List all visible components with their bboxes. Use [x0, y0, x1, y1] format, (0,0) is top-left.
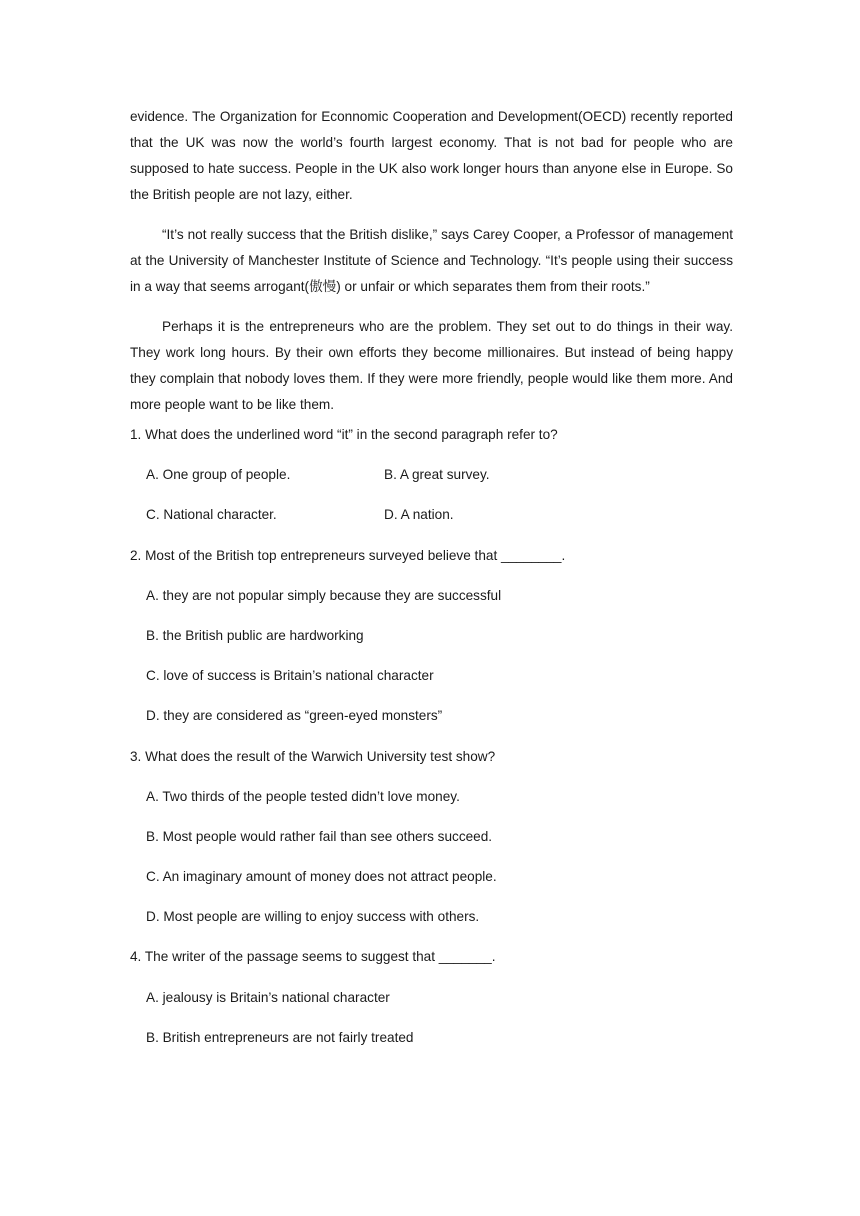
- question-stem: 1. What does the underlined word “it” in the second paragraph refer to?: [130, 427, 558, 442]
- option-d: D. they are considered as “green-eyed monsters”: [146, 708, 443, 724]
- option-b: B. A great survey.: [384, 467, 490, 483]
- option-b: B. British entrepreneurs are not fairly treated: [146, 1029, 414, 1045]
- option-c: C. love of success is Britain’s national character: [146, 668, 434, 684]
- option-c: C. National character.: [146, 507, 277, 523]
- option-a: A. jealousy is Britain’s national character: [146, 989, 390, 1005]
- option-d: D. Most people are willing to enjoy success with others.: [146, 909, 480, 925]
- document-page: [130, 104, 733, 1065]
- option-d: D. A nation.: [384, 507, 454, 523]
- passage-paragraph: evidence. The Organization for Econnomic Cooperation and Development(OECD) recently reported that the UK was now the world’s fourth largest economy. That is not bad for people who are supposed to hate success. People in the UK also work longer hours than anyone else in Europe. So the British people are not lazy, either.: [130, 109, 733, 202]
- question-2: [130, 543, 733, 744]
- option-a: A. Two thirds of the people tested didn’t love money.: [146, 788, 460, 804]
- passage-paragraph: Perhaps it is the entrepreneurs who are the problem. They set out to do things in their way. They work long hours. By their own efforts they become millionaires. But instead of being happy they complain that nobody loves them. If they were more friendly, people would like them more. And more people want to be like them.: [130, 319, 733, 412]
- question-4: [130, 944, 733, 1065]
- option-a: A. One group of people.: [146, 467, 291, 483]
- question-3: [130, 744, 733, 945]
- option-a: A. they are not popular simply because they are successful: [146, 587, 502, 603]
- option-row: [130, 462, 733, 502]
- option-c: C. An imaginary amount of money does not attract people.: [146, 869, 497, 885]
- question-stem: 3. What does the result of the Warwich University test show?: [130, 748, 496, 764]
- option-b: B. Most people would rather fail than see others succeed.: [146, 828, 493, 844]
- passage-paragraph: “It’s not really success that the British dislike,” says Carey Cooper, a Professor of management at the University of Manchester Institute of Science and Technology. “It’s people using their success in a way that seems arrogant(傲慢) or unfair or which separates them from their roots.”: [130, 227, 733, 294]
- option-row: [130, 502, 733, 542]
- question-stem: 2. Most of the British top entrepreneurs surveyed believe that ________.: [130, 547, 566, 563]
- question-stem: 4. The writer of the passage seems to suggest that _______.: [130, 949, 496, 965]
- option-b: B. the British public are hardworking: [146, 627, 364, 643]
- question-1: [130, 422, 733, 543]
